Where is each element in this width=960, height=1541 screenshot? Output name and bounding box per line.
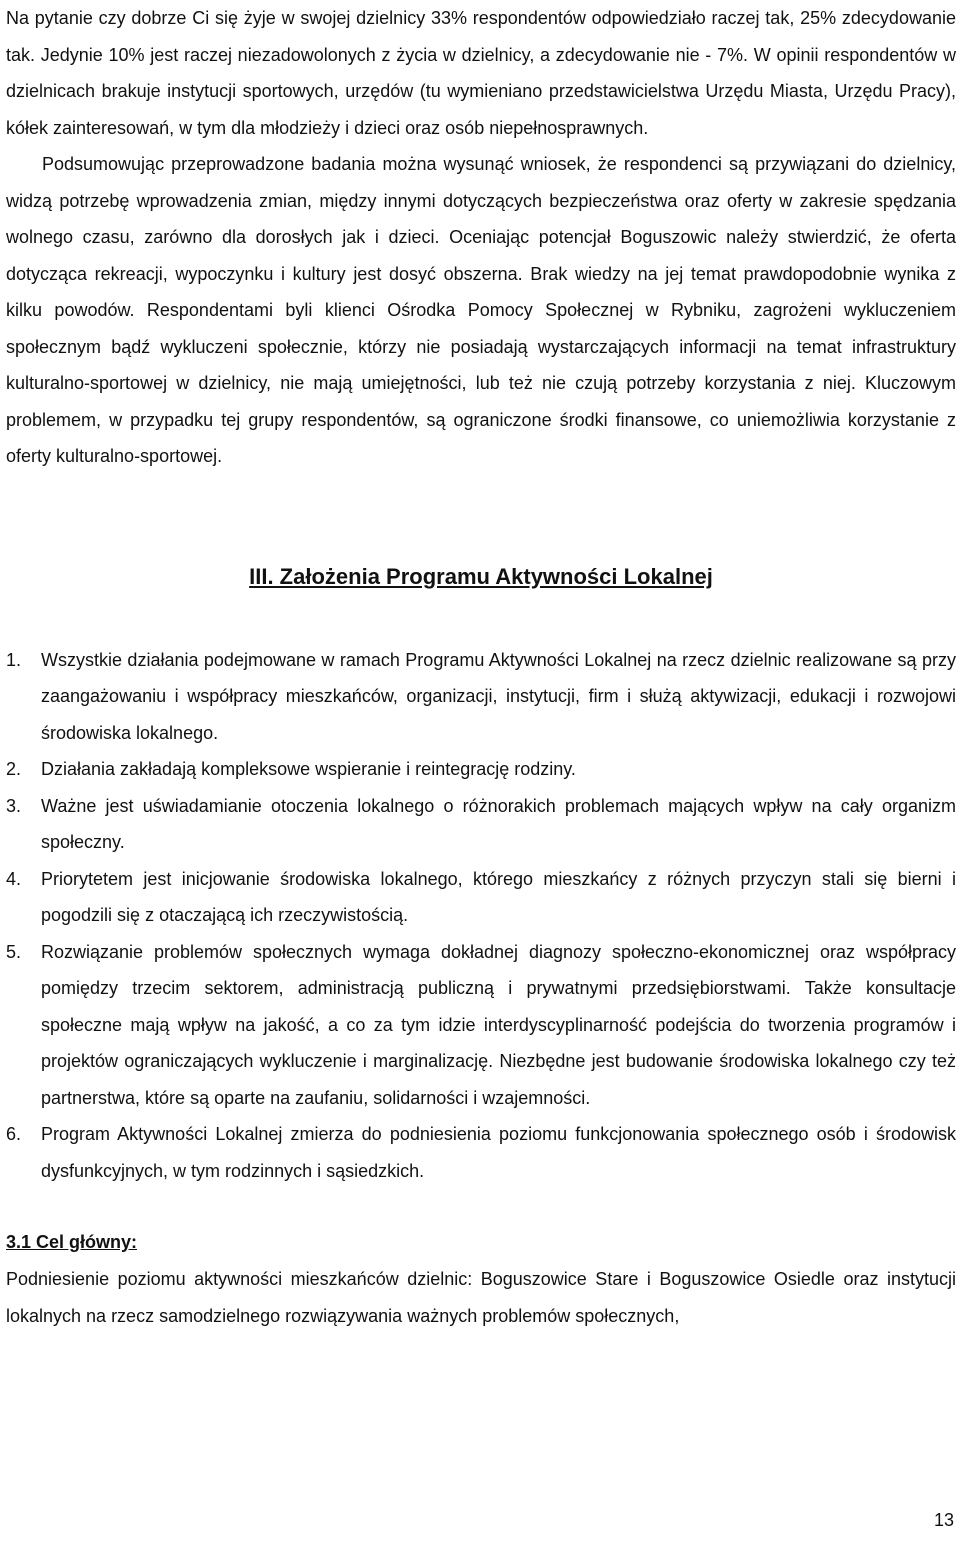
list-item-text: Program Aktywności Lokalnej zmierza do podniesienia poziomu funkcjonowania społecznego osób i środowisk dysfunkcyjnych, w tym rodzinnych i sąsiedzkich. <box>41 1124 956 1181</box>
list-item-number: 1. <box>6 649 22 670</box>
list-item <box>6 642 956 752</box>
assumptions-list <box>6 642 956 1190</box>
subsection-heading <box>6 1227 956 1257</box>
subsection-heading-text: 3.1 Cel główny: <box>6 1232 138 1252</box>
list-item-number: 2. <box>6 759 22 779</box>
list-item-text: Priorytetem jest inicjowanie środowiska lokalnego, którego mieszkańcy z różnych przyczyn stali się bierni i pogodzili się z otaczającą ich rzeczywistością. <box>41 868 956 925</box>
list-item-text: Rozwiązanie problemów społecznych wymaga dokładnej diagnozy społeczno-ekonomicznej oraz współpracy pomiędzy trzecim sektorem, administracją publiczną i prywatnymi przedsiębiorstwami. Także konsultacje społeczne mają wpływ na jakość, a co za tym idzie interdyscyplinarność podejścia do tworzenia programów i projektów ograniczających wykluczenie i marginalizację. Niezbędne jest budowanie środowiska lokalnego czy też partnerstwa, które są oparte na zaufaniu, solidarności i wzajemności. <box>41 941 956 1108</box>
list-item <box>6 788 956 861</box>
list-item-text: Wszystkie działania podejmowane w ramach Programu Aktywności Lokalnej na rzecz dzielnic realizowane są przy zaangażowaniu i współpracy mieszkańców, organizacji, instytucji, firm i służą aktywizacji, edukacji i rozwojowi środowiska lokalnego. <box>41 649 956 743</box>
list-item <box>6 934 956 1117</box>
document-page <box>6 0 956 1334</box>
paragraph-summary: Podsumowując przeprowadzone badania można wysunąć wniosek, że respondenci są przywiązani do dzielnicy, widzą potrzebę wprowadzenia zmian, między innymi dotyczących bezpieczeństwa oraz oferty w zakresie spędzania wolnego czasu, zarówno dla dorosłych jak i dzieci. Oceniając potencjał Boguszowic należy stwierdzić, że oferta dotycząca rekreacji, wypoczynku i kultury jest dosyć obszerna. Brak wiedzy na jej temat prawdopodobnie wynika z kilku powodów. Respondentami byli klienci Ośrodka Pomocy Społecznej w Rybniku, zagrożeni wykluczeniem społecznym bądź wykluczeni społecznie, którzy nie posiadają wystarczających informacji na temat infrastruktury kulturalno-sportowej w dzielnicy, nie mają umiejętności, lub też nie czują potrzeby korzystania z niej. Kluczowym problemem, w przypadku tej grupy respondentów, są ograniczone środki finansowe, co uniemożliwia korzystanie z oferty kulturalno-sportowej. <box>6 154 956 466</box>
list-item <box>6 861 956 934</box>
list-item <box>6 1116 956 1189</box>
list-item <box>6 751 956 788</box>
list-item-number: 4. <box>6 868 22 889</box>
section-heading: III. Założenia Programu Aktywności Lokalnej <box>249 563 713 589</box>
list-item-text: Działania zakładają kompleksowe wspieranie i reintegrację rodziny. <box>41 759 576 779</box>
list-item-number: 3. <box>6 795 22 816</box>
paragraph-survey-results: Na pytanie czy dobrze Ci się żyje w swojej dzielnicy 33% respondentów odpowiedziało raczej tak, 25% zdecydowanie tak. Jedynie 10% jest raczej niezadowolonych z życia w dzielnicy, a zdecydowanie nie - 7%. W opinii respondentów w dzielnicach brakuje instytucji sportowych, urzędów (tu wymieniano przedstawicielstwa Urzędu Miasta, Urzędu Pracy), kółek zainteresowań, w tym dla młodzieży i dzieci oraz osób niepełnosprawnych. <box>6 8 956 138</box>
main-goal-paragraph: Podniesienie poziomu aktywności mieszkańców dzielnic: Boguszowice Stare i Boguszowice Osiedle oraz instytucji lokalnych na rzecz samodzielnego rozwiązywania ważnych problemów społecznych, <box>6 1269 956 1326</box>
list-item-number: 5. <box>6 941 22 962</box>
list-item-number: 6. <box>6 1124 22 1144</box>
page-number: 13 <box>933 1510 954 1530</box>
list-item-text: Ważne jest uświadamianie otoczenia lokalnego o różnorakich problemach mających wpływ na cały organizm społeczny. <box>41 795 956 852</box>
